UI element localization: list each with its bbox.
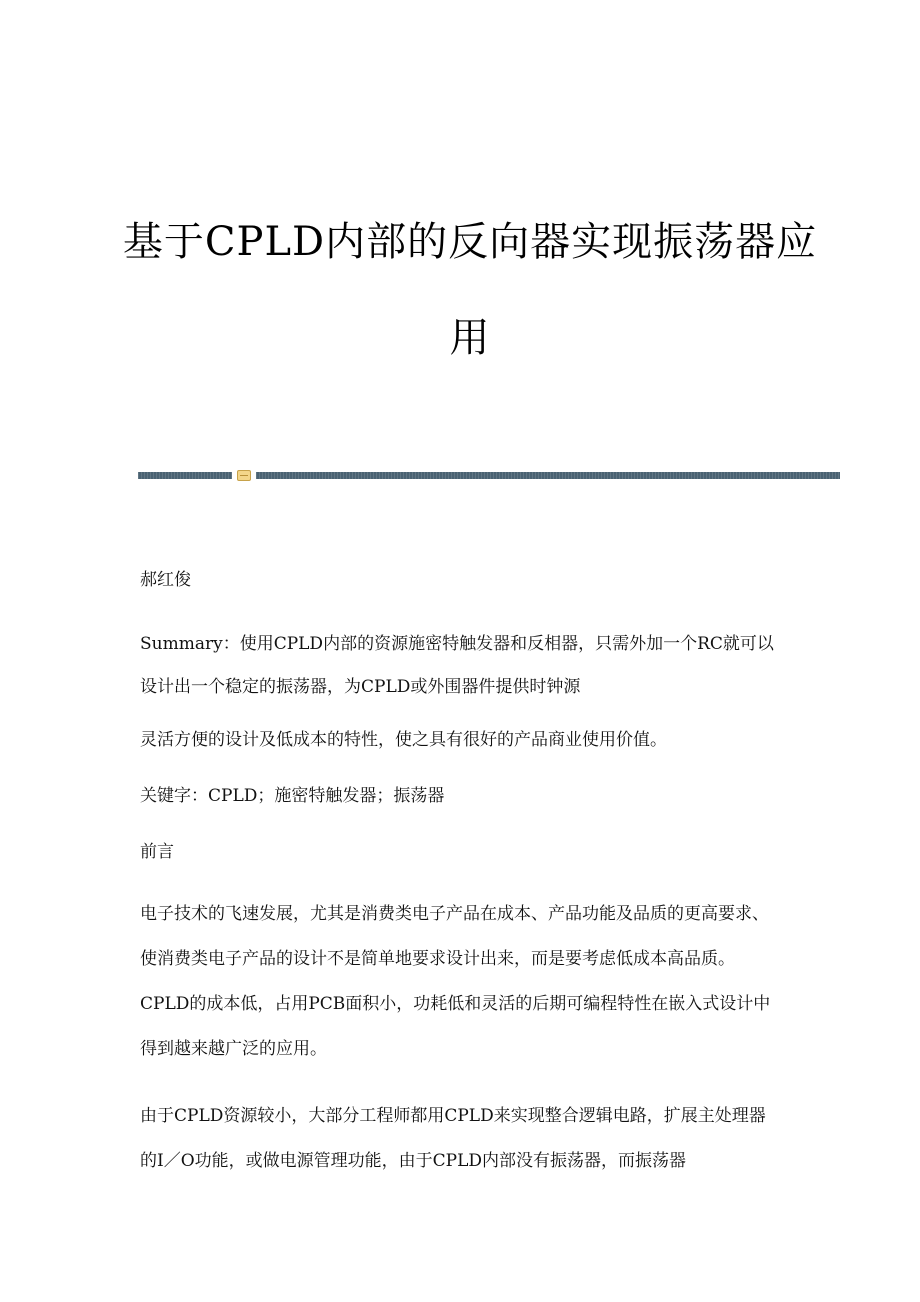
- document-title-line-2: 用: [449, 315, 491, 361]
- body-paragraph-2: 由于CPLD资源较小，大部分工程师都用CPLD来实现整合逻辑电路，扩展主处理器的I／O功能，或做电源管理功能，由于CPLD内部没有振荡器，而振荡器: [140, 1106, 766, 1171]
- author-name: 郝红俊: [140, 570, 191, 590]
- summary-continuation: 灵活方便的设计及低成本的特性，使之具有很好的产品商业使用价值。: [140, 730, 667, 750]
- divider-bar-left: [138, 472, 232, 479]
- divider-ornament-icon: [237, 470, 251, 481]
- body-paragraph-1: 电子技术的飞速发展，尤其是消费类电子产品在成本、产品功能及品质的更高要求、使消费类电子产品的设计不是简单地要求设计出来，而是要考虑低成本高品质。CPLD的成本低，占用PCB面积小，功耗低和灵活的后期可编程特性在嵌入式设计中得到越来越广泛的应用。: [140, 904, 771, 1059]
- divider-bar-right: [256, 472, 840, 479]
- title-divider: [138, 470, 840, 482]
- keywords-line: 关键字：CPLD；施密特触发器；振荡器: [140, 786, 445, 806]
- section-heading-preface: 前言: [140, 842, 174, 862]
- document-title-line-1: 基于CPLD内部的反向器实现振荡器应: [122, 219, 818, 265]
- summary-paragraph: Summary：使用CPLD内部的资源施密特触发器和反相器，只需外加一个RC就可以设计出一个稳定的振荡器，为CPLD或外围器件提供时钟源: [140, 634, 774, 697]
